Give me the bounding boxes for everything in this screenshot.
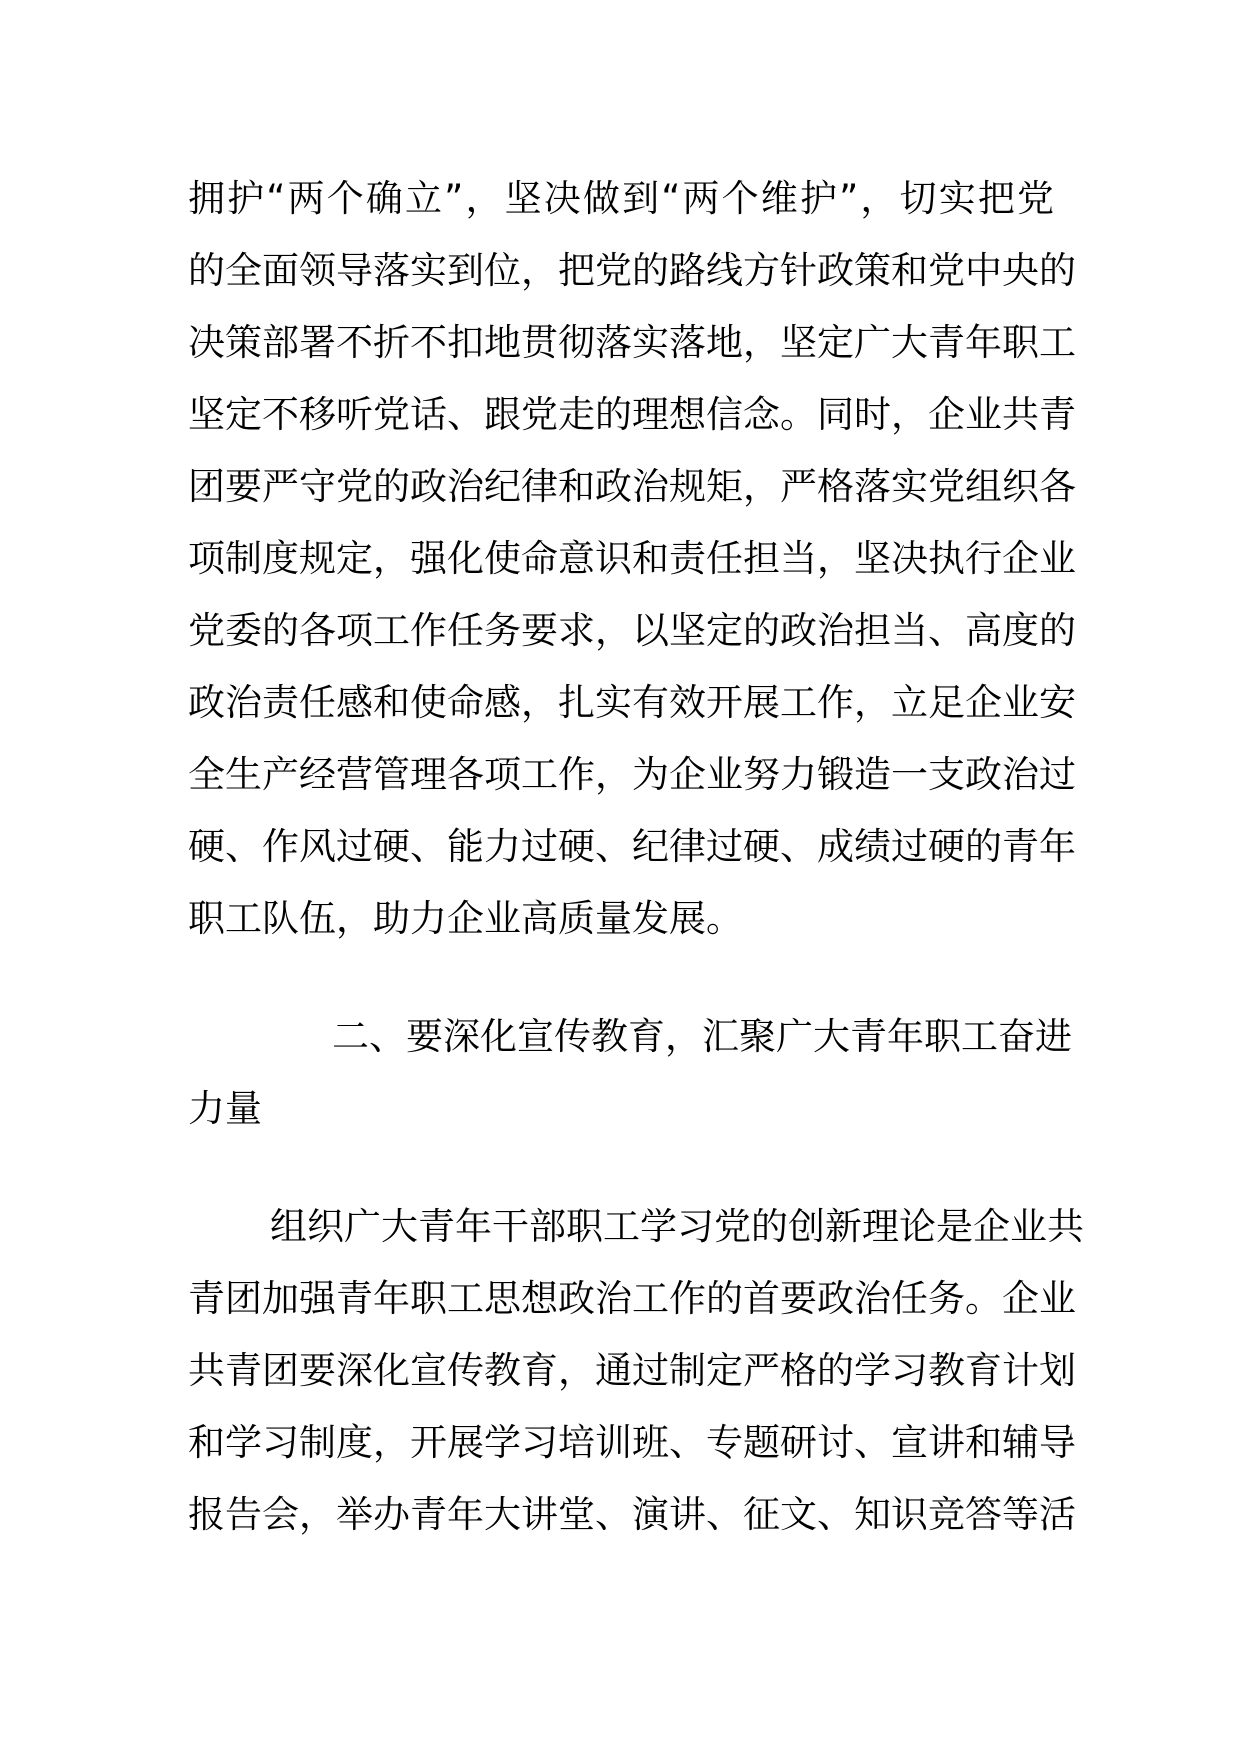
paragraph-1-line-10: 硬、作风过硬、能力过硬、纪律过硬、成绩过硬的青年 bbox=[188, 825, 1076, 868]
paragraph-1-line-4: 坚定不移听党话、跟党走的理想信念。同时，企业共青 bbox=[188, 393, 1076, 436]
paragraph-1-line-6: 项制度规定，强化使命意识和责任担当，坚决执行企业 bbox=[188, 537, 1076, 580]
paragraph-2-line-2: 青团加强青年职工思想政治工作的首要政治任务。企业 bbox=[188, 1277, 1076, 1320]
paragraph-2-line-5: 报告会，举办青年大讲堂、演讲、征文、知识竞答等活 bbox=[188, 1493, 1076, 1536]
section-heading-line-1: 二、要深化宣传教育，汇聚广大青年职工奋进 bbox=[332, 1015, 1072, 1058]
paragraph-1-line-1: 拥护“两个确立”，坚决做到“两个维护”，切实把党 bbox=[188, 177, 1054, 220]
section-heading-line-2: 力量 bbox=[188, 1087, 262, 1130]
paragraph-1-line-9: 全生产经营管理各项工作，为企业努力锻造一支政治过 bbox=[188, 753, 1076, 796]
paragraph-1-line-7: 党委的各项工作任务要求，以坚定的政治担当、高度的 bbox=[188, 609, 1076, 652]
paragraph-2-line-4: 和学习制度，开展学习培训班、专题研讨、宣讲和辅导 bbox=[188, 1421, 1076, 1464]
paragraph-1-line-3: 决策部署不折不扣地贯彻落实落地，坚定广大青年职工 bbox=[188, 321, 1076, 364]
paragraph-2-line-1: 组织广大青年干部职工学习党的创新理论是企业共 bbox=[270, 1205, 1084, 1248]
paragraph-1-line-5: 团要严守党的政治纪律和政治规矩，严格落实党组织各 bbox=[188, 465, 1076, 508]
paragraph-1-line-2: 的全面领导落实到位，把党的路线方针政策和党中央的 bbox=[188, 249, 1076, 292]
paragraph-2-line-3: 共青团要深化宣传教育，通过制定严格的学习教育计划 bbox=[188, 1349, 1076, 1392]
paragraph-1-line-8: 政治责任感和使命感，扎实有效开展工作，立足企业安 bbox=[188, 681, 1076, 724]
paragraph-1-line-11: 职工队伍，助力企业高质量发展。 bbox=[188, 897, 743, 940]
